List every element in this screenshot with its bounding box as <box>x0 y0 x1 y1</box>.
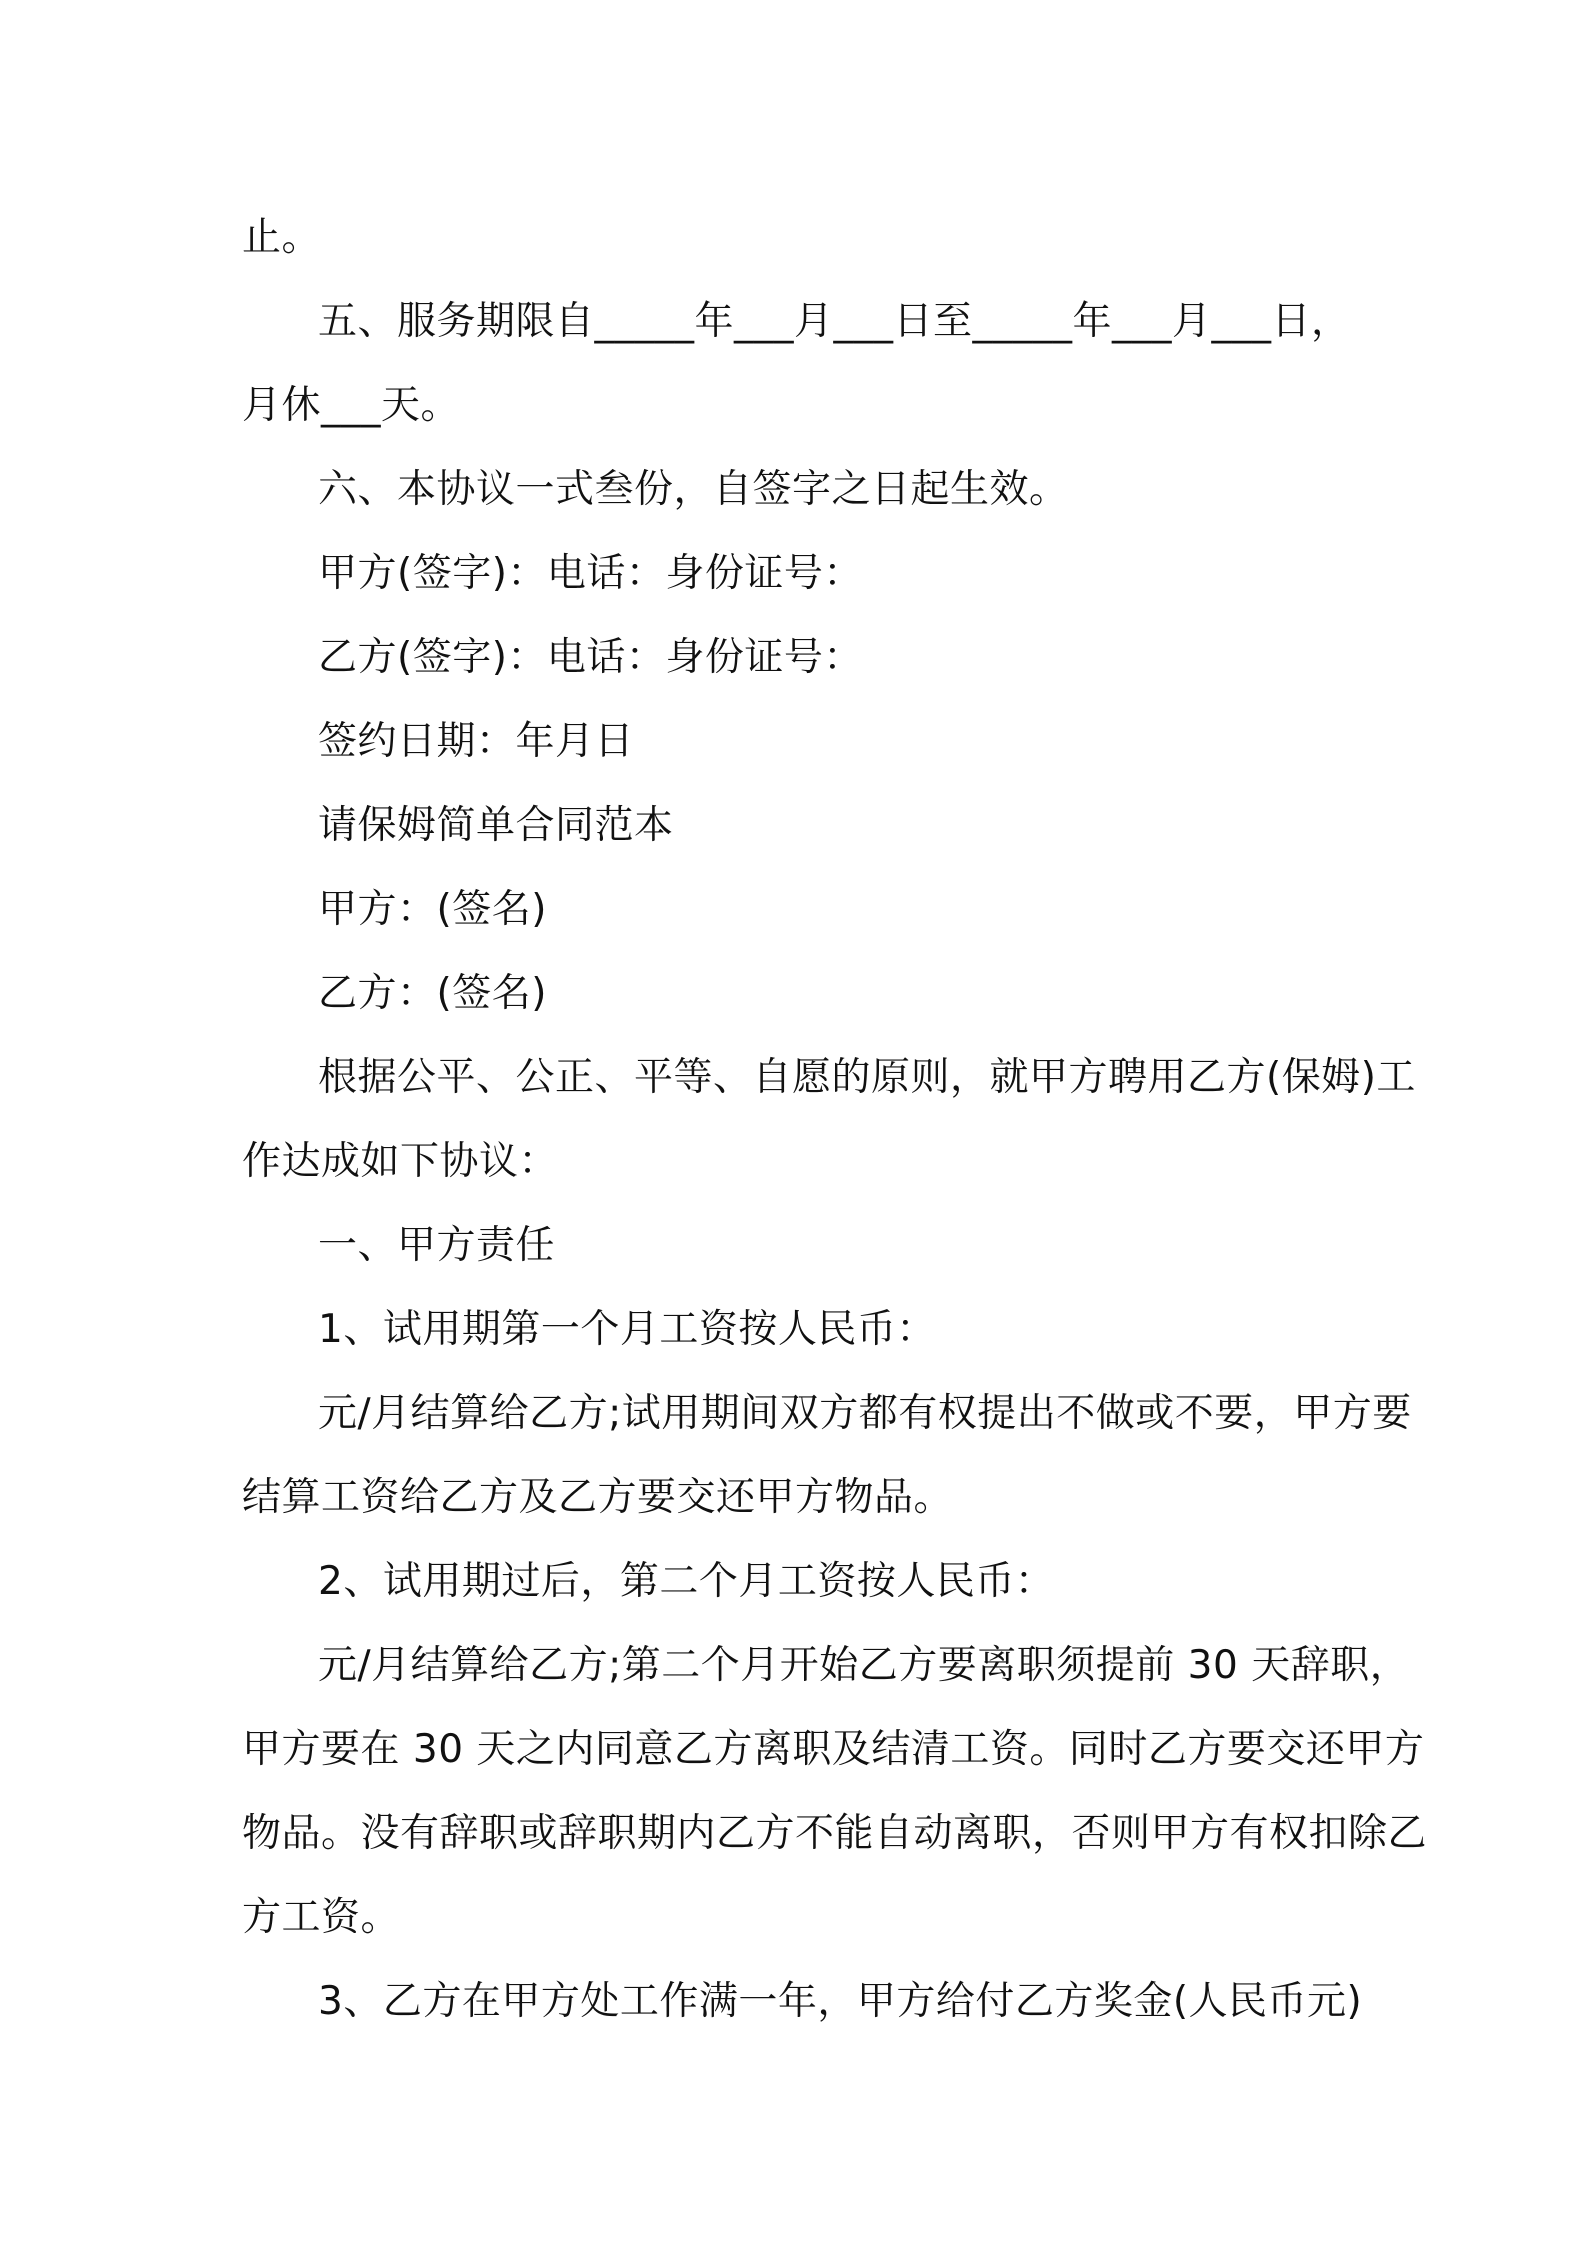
text-line: 甲方要在 30 天之内同意乙方离职及结清工资。同时乙方要交还甲方 <box>242 1727 1425 1772</box>
party-a-line: 甲方：(签名) <box>318 887 547 932</box>
text-line: 止。 <box>242 215 322 260</box>
text-line: 六、本协议一式叁份，自签字之日起生效。 <box>318 467 1069 512</box>
text-line: 元/月结算给乙方;第二个月开始乙方要离职须提前 30 天辞职， <box>318 1643 1410 1688</box>
text-line: 月休___天。 <box>242 383 461 428</box>
signing-date-line: 签约日期：年月日 <box>318 719 635 764</box>
clause-heading: 一、甲方责任 <box>318 1223 556 1268</box>
text-line: 根据公平、公正、平等、自愿的原则，就甲方聘用乙方(保姆)工 <box>318 1055 1416 1100</box>
text-line: 结算工资给乙方及乙方要交还甲方物品。 <box>242 1475 954 1520</box>
text-line: 方工资。 <box>242 1895 401 1940</box>
text-line: 作达成如下协议： <box>242 1139 559 1184</box>
clause-item: 2、试用期过后，第二个月工资按人民币： <box>318 1559 1055 1604</box>
signature-line-party-b: 乙方(签字)：电话：身份证号： <box>318 635 863 680</box>
clause-item: 3、乙方在甲方处工作满一年，甲方给付乙方奖金(人民币元) <box>318 1979 1363 2024</box>
party-b-line: 乙方：(签名) <box>318 971 547 1016</box>
text-line: 物品。没有辞职或辞职期内乙方不能自动离职，否则甲方有权扣除乙 <box>242 1811 1428 1856</box>
text-line: 元/月结算给乙方;试用期间双方都有权提出不做或不要，甲方要 <box>318 1391 1412 1436</box>
section-title: 请保姆简单合同范本 <box>318 803 674 848</box>
clause-item: 1、试用期第一个月工资按人民币： <box>318 1307 936 1352</box>
signature-line-party-a: 甲方(签字)：电话：身份证号： <box>318 551 863 596</box>
document-body <box>242 196 1428 2044</box>
text-line: 五、服务期限自_____年___月___日至_____年___月___日， <box>318 299 1351 344</box>
